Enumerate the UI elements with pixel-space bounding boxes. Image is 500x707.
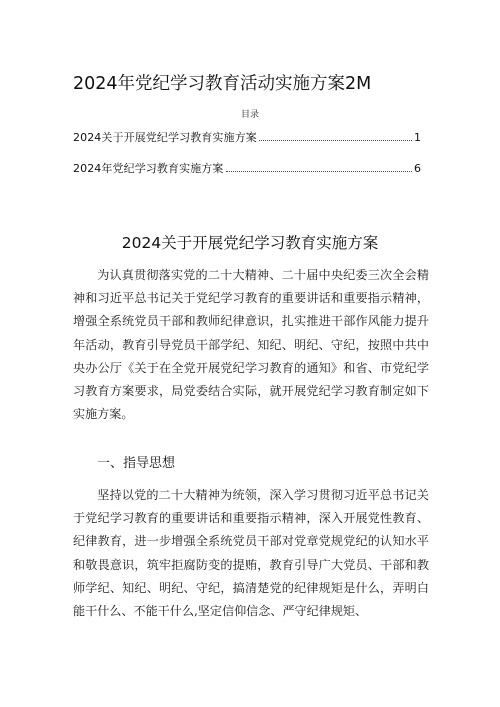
section-heading-guiding-ideology: 一、指导思想 (97, 456, 176, 471)
document-title: 2024年党纪学习教育活动实施方案2M (73, 74, 372, 94)
toc-entry-title: 2024年党纪学习教育实施方案 (73, 162, 224, 175)
intro-paragraph: 为认真贯彻落实党的二十大精神、二十届中央纪委三次全会精神和习近平总书记关于党纪学习教育的重要讲话和重要指示精神，增强全系统党员干部和教师纪律意识，扎实推进干部作风能力提升年活动，教育引导党员干部学纪、知纪、明纪、守纪，按照中共中央办公厅《关于在全党开展党纪学习教育的通知》和省、市党纪学习教育方案要求，局党委结合实际，就开展党纪学习教育制定如下实施方案。 (73, 268, 429, 422)
guiding-ideology-paragraph: 坚持以党的二十大精神为统领，深入学习贯彻习近平总书记关于党纪学习教育的重要讲话和重要指示精神，深入开展党性教育、纪律教育，进一步增强全系统党员干部对党章党规党纪的认知水平和敬畏意识，筑牢拒腐防变的提贿，教育引导广大党员、干部和教师学纪、知纪、明纪、守纪，搞清楚党的纪律规矩是什么，弄明白能干什么、不能干什么,坚定信仰信念、严守纪律规矩、 (73, 488, 429, 619)
toc-page-number: 1 (414, 131, 421, 144)
toc-dot-leader (259, 139, 412, 141)
section-title: 2024关于开展党纪学习教育实施方案 (121, 234, 379, 252)
toc-dot-leader (226, 170, 413, 172)
toc-entry-2[interactable] (73, 160, 421, 178)
toc-entry-title: 2024关于开展党纪学习教育实施方案 (73, 131, 257, 144)
toc-page-number: 6 (414, 162, 421, 175)
toc-heading: 目录 (240, 110, 259, 120)
toc-entry-1[interactable] (73, 129, 421, 147)
